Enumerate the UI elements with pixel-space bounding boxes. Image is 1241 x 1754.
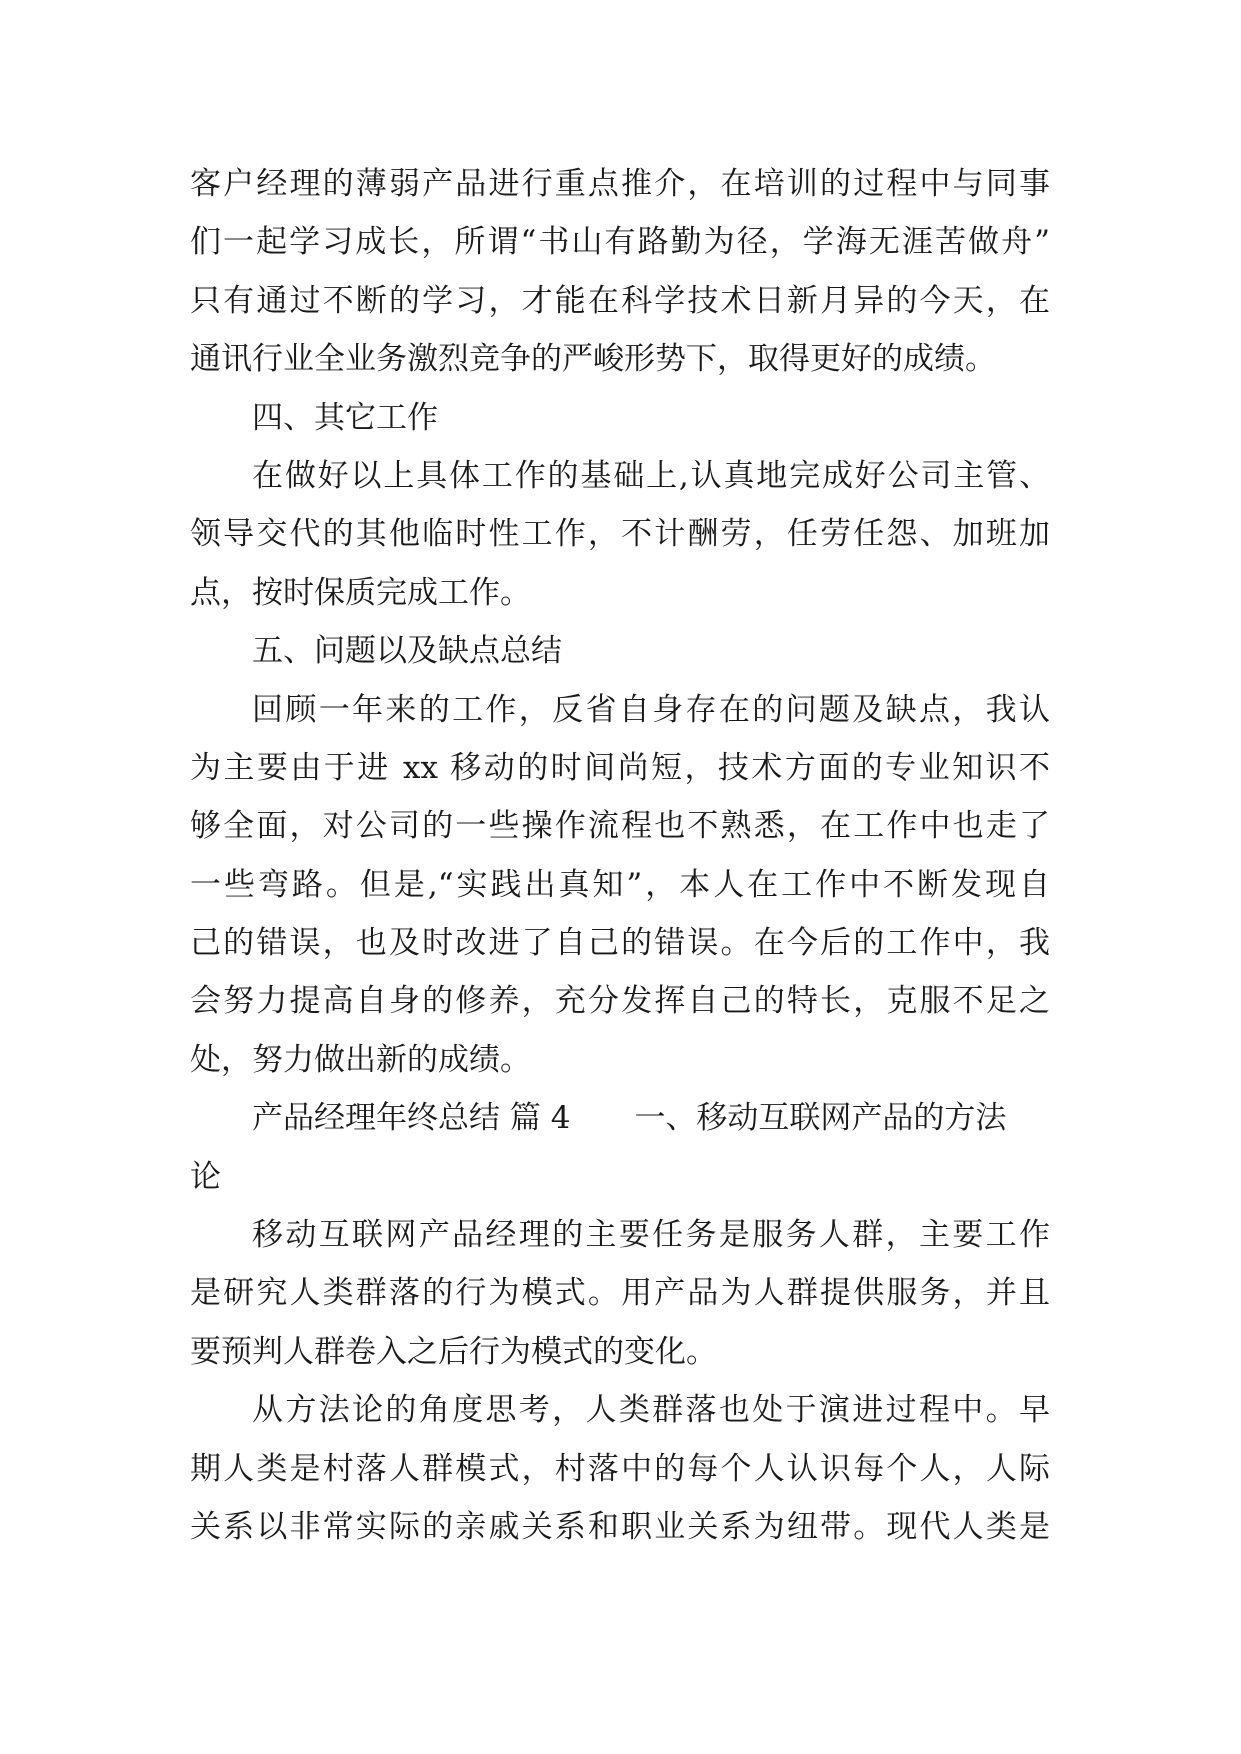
text-line: 四、其它工作 [252,399,438,436]
text-line: 点，按时保质完成工作。 [190,574,531,611]
text-line: 己的错误，也及时改进了自己的错误。在今后的工作中，我 [190,925,1050,962]
text-line: 一些弯路。但是,“实践出真知”，本人在工作中不断发现自 [190,866,1050,903]
text-line: 会努力提高自身的修养，充分发挥自己的特长，克服不足之 [190,983,1050,1020]
text-line: 在做好以上具体工作的基础上,认真地完成好公司主管、 [252,457,1050,494]
text-line: 期人类是村落人群模式，村落中的每个人认识每个人，人际 [190,1450,1050,1487]
text-line: 处，努力做出新的成绩。 [190,1041,531,1078]
text-line: 五、问题以及缺点总结 [252,633,562,670]
text-line: 只有通过不断的学习，才能在科学技术日新月异的今天，在 [190,282,1050,319]
text-line: 们一起学习成长，所谓“书山有路勤为径，学海无涯苦做舟” [190,224,1050,261]
text-line: 论 [190,1158,221,1195]
section-heading-subtitle: 一、移动互联网产品的方法 [634,1100,1007,1137]
text-line: 客户经理的薄弱产品进行重点推介，在培训的过程中与同事 [190,166,1050,202]
text-line: 从方法论的角度思考，人类群落也处于演进过程中。早 [252,1392,1050,1429]
paragraph-block-after [190,1148,1050,1557]
text-line: 回顾一年来的工作，反省自身存在的问题及缺点，我认 [252,691,1050,728]
text-line: 领导交代的其他临时性工作，不计酬劳，任劳任怨、加班加 [190,516,1050,553]
text-line: 为主要由于进 xx 移动的时间尚短，技术方面的专业知识不 [190,749,1050,786]
text-line: 是研究人类群落的行为模式。用产品为人群提供服务，并且 [190,1275,1050,1312]
text-line: 够全面，对公司的一些操作流程也不熟悉，在工作中也走了 [190,808,1050,845]
section-heading-line [190,1089,1050,1147]
section-heading-title: 产品经理年终总结 篇 4 [252,1100,571,1137]
text-line: 关系以非常实际的亲戚关系和职业关系为纽带。现代人类是 [190,1508,1050,1545]
document-body [190,155,1050,1556]
text-line: 通讯行业全业务激烈竞争的严峻形势下，取得更好的成绩。 [190,341,996,378]
paragraph-block-before [190,155,1050,1089]
text-line: 移动互联网产品经理的主要任务是服务人群，主要工作 [252,1217,1050,1254]
text-line: 要预判人群卷入之后行为模式的变化。 [190,1333,717,1370]
